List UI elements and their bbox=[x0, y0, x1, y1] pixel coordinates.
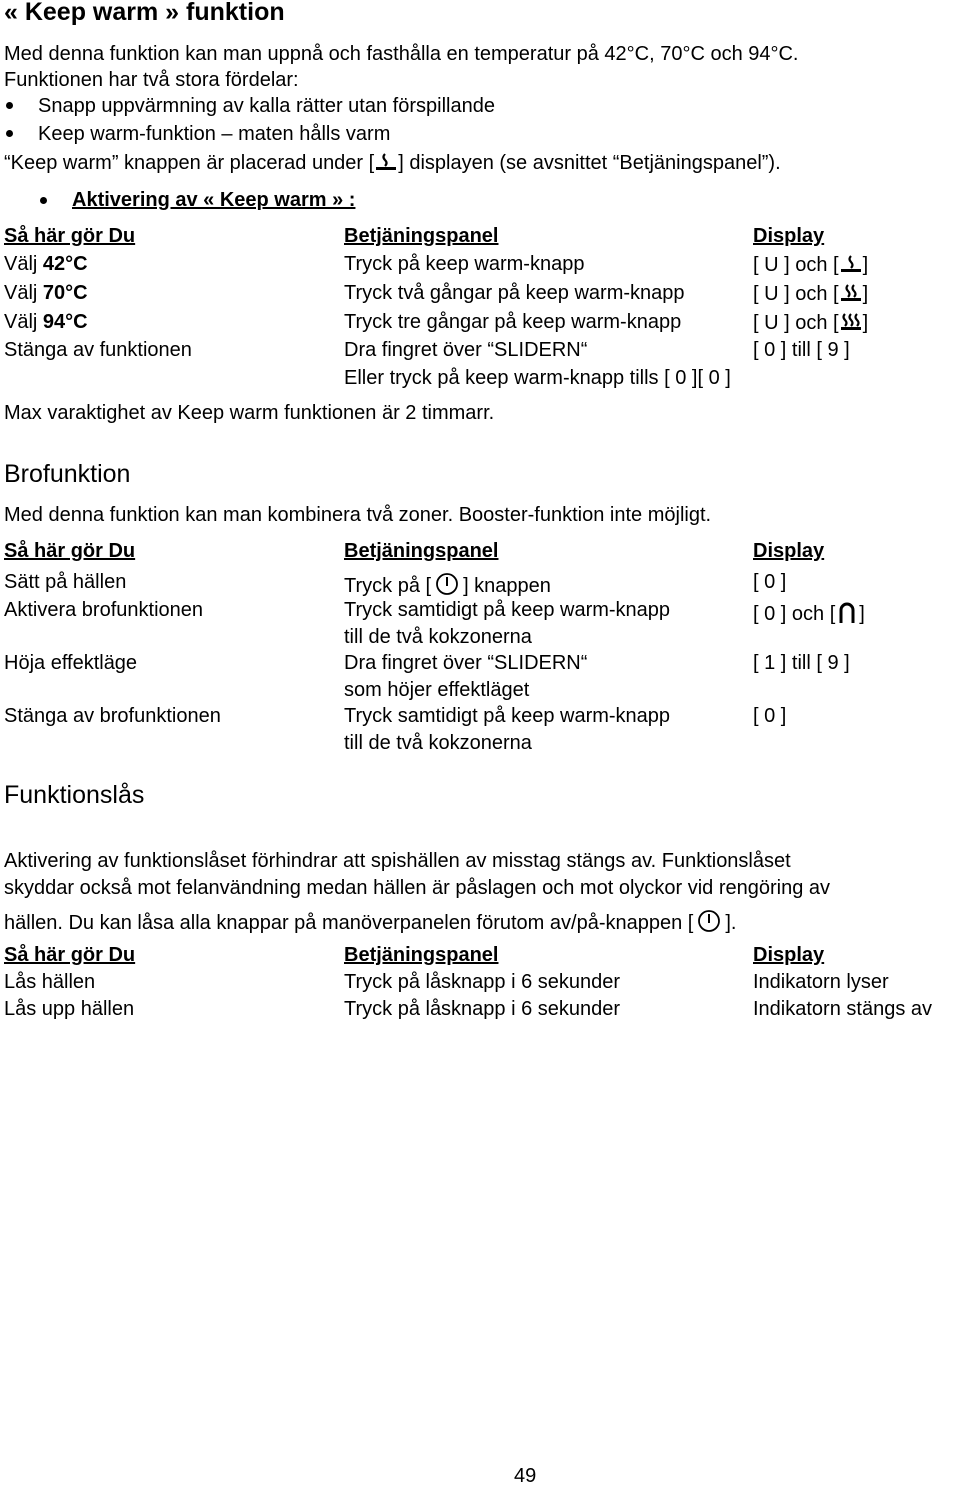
panel-text: ] knappen bbox=[463, 575, 551, 597]
table1-row-42-display bbox=[753, 254, 868, 275]
table2-row-activate-panel-2: till de två kokzonerna bbox=[344, 626, 532, 648]
display-bracket: ] bbox=[862, 283, 869, 305]
advantage-2: Keep warm-funktion – maten hålls varm bbox=[38, 123, 391, 145]
table3-row-unlock-action: Lås upp hällen bbox=[4, 998, 135, 1020]
table3-row-lock-display: Indikatorn lyser bbox=[753, 971, 889, 993]
note-text-end: ] displayen (se avsnittet “Betjäningspanel”). bbox=[398, 152, 781, 174]
table2-row-raise-panel: Dra fingret över “SLIDERN“ bbox=[344, 652, 588, 674]
table1-header-action: Så här gör Du bbox=[4, 225, 136, 247]
table2-row-off-display: [ 0 ] bbox=[753, 705, 787, 727]
table2-row-on-action: Sätt på hällen bbox=[4, 571, 127, 593]
bullet-icon bbox=[6, 102, 13, 109]
table1-row-42-action bbox=[4, 254, 88, 274]
table2-header-action: Så här gör Du bbox=[4, 540, 136, 562]
max-duration-note: Max varaktighet av Keep warm funktionen är 2 timmarr. bbox=[4, 402, 495, 424]
keep-warm-one-wave-icon bbox=[374, 152, 398, 172]
table1-row-off-display: [ 0 ] till [ 9 ] bbox=[753, 339, 850, 361]
power-icon bbox=[697, 909, 721, 933]
table1-row-70-panel: Tryck två gångar på keep warm-knapp bbox=[344, 282, 685, 304]
table3-row-unlock-display: Indikatorn stängs av bbox=[753, 998, 932, 1020]
table2-row-activate-panel: Tryck samtidigt på keep warm-knapp bbox=[344, 599, 671, 621]
table3-header-panel: Betjäningspanel bbox=[344, 944, 499, 966]
display-text: [ U ] och [ bbox=[753, 312, 839, 334]
table1-row-70-display bbox=[753, 283, 868, 304]
lock-paragraph-line-2: skyddar också mot felanvändning medan hällen är påslagen och mot olyckor vid rengöring av bbox=[4, 877, 831, 899]
table2-row-raise-panel-2: som höjer effektläget bbox=[344, 679, 530, 701]
table2-row-activate-display bbox=[753, 600, 865, 624]
bridge-title: Brofunktion bbox=[4, 460, 131, 488]
note-text-start: “Keep warm” knappen är placerad under [ bbox=[4, 152, 375, 174]
table2-row-on-display: [ 0 ] bbox=[753, 571, 787, 593]
table3-header-action: Så här gör Du bbox=[4, 944, 136, 966]
keep-warm-two-waves-icon bbox=[839, 283, 863, 303]
bullet-icon bbox=[6, 130, 13, 137]
paragraph-text: hällen. Du kan låsa alla knappar på manöverpanelen förutom av/på-knappen [ bbox=[4, 912, 694, 934]
table1-row-70-action bbox=[4, 283, 88, 303]
table2-row-off-panel-2: till de två kokzonerna bbox=[344, 732, 532, 754]
table1-row-off-panel: Dra fingret över “SLIDERN“ bbox=[344, 339, 588, 361]
temperature-42: 42°C bbox=[42, 253, 88, 275]
lock-paragraph-line-1: Aktivering av funktionslåset förhindrar att spishällen av misstag stängs av. Funktionslåset bbox=[4, 850, 791, 872]
table1-row-94-display bbox=[753, 312, 868, 333]
table1-row-42-panel: Tryck på keep warm-knapp bbox=[344, 253, 585, 275]
lock-paragraph-line-3 bbox=[4, 909, 736, 933]
keep-warm-location-note bbox=[4, 152, 781, 173]
table1-row-off-action: Stänga av funktionen bbox=[4, 339, 192, 361]
table3-row-lock-action: Lås hällen bbox=[4, 971, 96, 993]
display-bracket: ] bbox=[862, 254, 869, 276]
select-text: Välj bbox=[4, 311, 43, 333]
keep-warm-title: « Keep warm » funktion bbox=[4, 0, 285, 26]
table2-header-display: Display bbox=[753, 540, 825, 562]
table1-header-display: Display bbox=[753, 225, 825, 247]
keep-warm-one-wave-icon bbox=[839, 254, 863, 274]
power-icon bbox=[435, 572, 459, 596]
bridge-intro: Med denna funktion kan man kombinera två zoner. Booster-funktion inte möjligt. bbox=[4, 504, 712, 526]
bridge-icon bbox=[838, 600, 856, 624]
select-text: Välj bbox=[4, 253, 43, 275]
panel-text: Tryck på [ bbox=[344, 575, 432, 597]
display-bracket: ] bbox=[859, 603, 865, 625]
keep-warm-intro-1: Med denna funktion kan man uppnå och fasthålla en temperatur på 42°C, 70°C och 94°C. bbox=[4, 43, 799, 65]
bullet-icon bbox=[40, 197, 47, 204]
table3-header-display: Display bbox=[753, 944, 825, 966]
table2-row-activate-action: Aktivera brofunktionen bbox=[4, 599, 204, 621]
page-number: 49 bbox=[514, 1465, 537, 1487]
keep-warm-three-waves-icon bbox=[839, 312, 863, 332]
table2-row-off-panel: Tryck samtidigt på keep warm-knapp bbox=[344, 705, 671, 727]
table2-row-raise-action: Höja effektläge bbox=[4, 652, 138, 674]
display-text: [ 0 ] och [ bbox=[753, 603, 836, 625]
table2-header-panel: Betjäningspanel bbox=[344, 540, 499, 562]
temperature-94: 94°C bbox=[42, 311, 88, 333]
table1-row-94-panel: Tryck tre gångar på keep warm-knapp bbox=[344, 311, 682, 333]
table3-row-unlock-panel: Tryck på låsknapp i 6 sekunder bbox=[344, 998, 621, 1020]
advantage-1: Snapp uppvärmning av kalla rätter utan förspillande bbox=[38, 95, 495, 117]
table2-row-on-panel bbox=[344, 572, 551, 596]
table1-header-panel: Betjäningspanel bbox=[344, 225, 499, 247]
display-text: [ U ] och [ bbox=[753, 283, 839, 305]
activation-heading: Aktivering av « Keep warm » : bbox=[72, 189, 356, 211]
select-text: Välj bbox=[4, 282, 43, 304]
table3-row-lock-panel: Tryck på låsknapp i 6 sekunder bbox=[344, 971, 621, 993]
lock-title: Funktionslås bbox=[4, 781, 145, 809]
table2-row-off-action: Stänga av brofunktionen bbox=[4, 705, 221, 727]
paragraph-text: ]. bbox=[725, 912, 737, 934]
display-text: [ U ] och [ bbox=[753, 254, 839, 276]
table1-row-off-panel-alt: Eller tryck på keep warm-knapp tills [ 0 ][ 0 ] bbox=[344, 367, 731, 389]
temperature-70: 70°C bbox=[42, 282, 88, 304]
display-bracket: ] bbox=[862, 312, 869, 334]
table2-row-raise-display: [ 1 ] till [ 9 ] bbox=[753, 652, 850, 674]
keep-warm-intro-2: Funktionen har två stora fördelar: bbox=[4, 69, 299, 91]
table1-row-94-action bbox=[4, 312, 88, 332]
